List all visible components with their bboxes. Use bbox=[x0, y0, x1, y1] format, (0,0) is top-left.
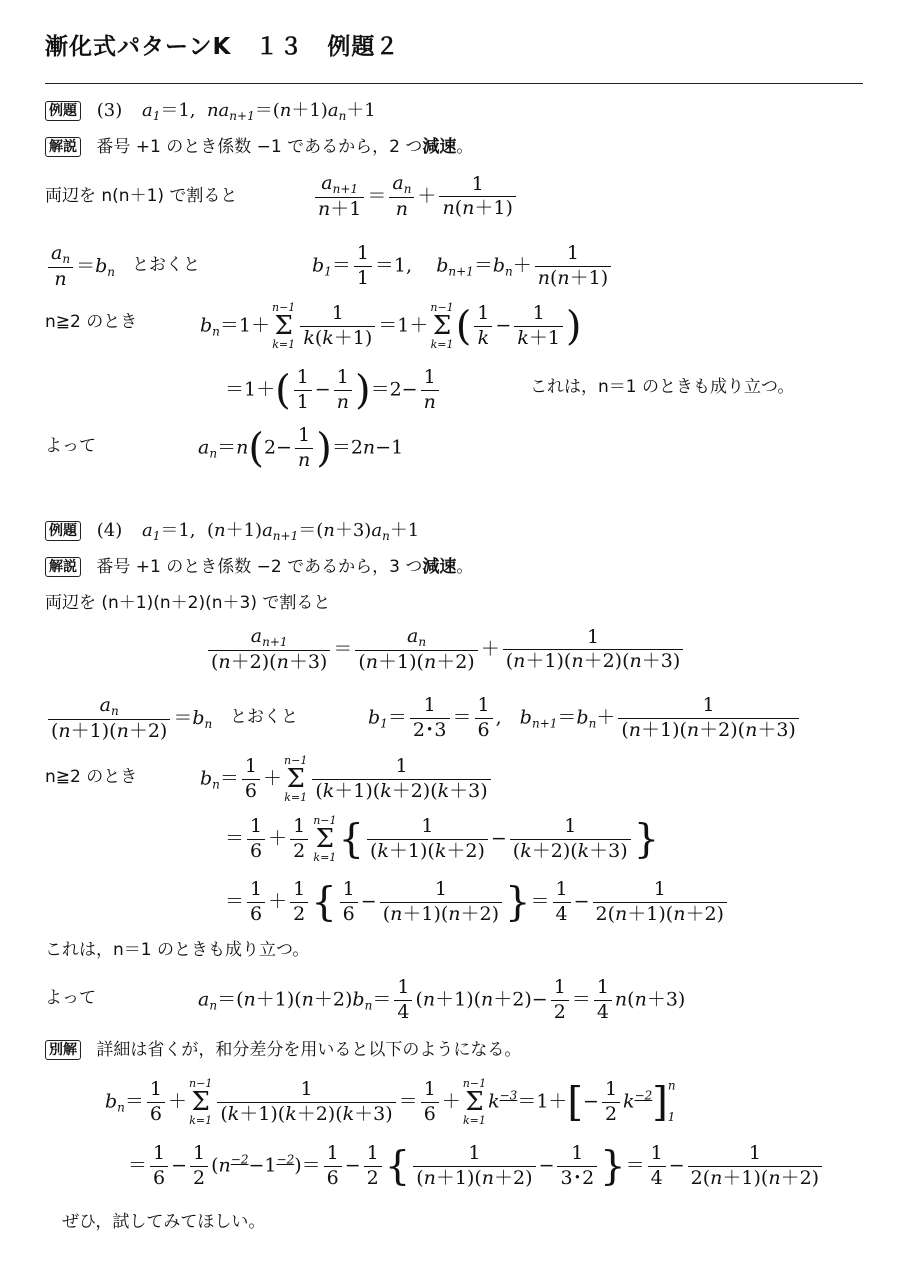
eq-4-divided: $\frac{a_{n+1}}{(n+2)(n+3)}$ ＝ $\frac{a_n}{(n+1)(n+2)}$ ＋ $\frac{1}{(n+1)(n+2)(n+3)}$ bbox=[205, 625, 686, 675]
holds-text-3: これは，n＝1 のときも成り立つ。 bbox=[530, 377, 795, 397]
example-tag: 例題 bbox=[45, 521, 81, 541]
alt-solution-intro bbox=[45, 1040, 521, 1060]
solution-keyword: 減速 bbox=[422, 557, 457, 577]
solution-text: 番号 +1 のとき係数 −1 であるから，2 つ bbox=[96, 137, 423, 157]
page-title: 漸化式パターンK １３ 例題２ bbox=[45, 34, 400, 60]
title-rule bbox=[45, 83, 863, 84]
solution-end: 。 bbox=[456, 137, 474, 157]
solution-tag: 解説 bbox=[45, 557, 81, 577]
eq-4-substitution: $\frac{a_n}{(n+1)(n+2)}$ $=b_n$ bbox=[45, 694, 212, 744]
yotte-text-4: よって bbox=[45, 988, 96, 1008]
alt-solution-text: 詳細は省くが，和分差分を用いると以下のようになる。 bbox=[96, 1040, 522, 1060]
eq-3-divided: $\frac{a_{n+1}}{n+1}$ ＝ $\frac{a_n}{n}$ ＋ $\frac{1}{n(n+1)}$ bbox=[312, 172, 519, 222]
problem-number: (4) bbox=[96, 520, 123, 541]
eq-3-answer: $a_n=n(2-$ $\frac{1}{n}$ )＝2n−1 bbox=[198, 424, 404, 472]
solution-text: 番号 +1 のとき係数 −2 であるから，3 つ bbox=[96, 557, 423, 577]
eq-alt-line1: $b_n=$ $\frac{1}{6}$ ＋ n−1 Σ k=1 $\frac{1}{(k+1)(k+2)(k+3)}$ ＝ $\frac{1}{6}$ ＋ n−1 Σ k=1 $k^{-3}=1+[-$ $\frac{1}{2}$ $k^{-2}]^n_1$ bbox=[105, 1077, 676, 1128]
closing-text: ぜひ，試してみてほしい。 bbox=[62, 1212, 266, 1232]
set-text-4: とおくと bbox=[230, 707, 298, 727]
eq-4-sum: $b_n=$ $\frac{1}{6}$ ＋ n−1 Σ k=1 $\frac{1}{(k+1)(k+2)(k+3)}$ bbox=[200, 755, 494, 804]
eq-3-recurrence: $b_1=$ $\frac{1}{1}$ ＝1, $b_{n+1}=b_n+$ $\frac{1}{n(n+1)}$ bbox=[312, 242, 614, 291]
solution-tag: 解説 bbox=[45, 137, 81, 157]
divide-text-4: 両辺を (n＋1)(n＋2)(n＋3) で割ると bbox=[45, 593, 331, 613]
eq-4-telescoped: ＝ $\frac{1}{6}$ ＋ $\frac{1}{2}$ { $\frac{1}{6}$ − $\frac{1}{(n+1)(n+2)}$ }＝ $\frac{1}{4}$ − $\frac{1}{2(n+1)(n+2)}$ bbox=[225, 878, 730, 927]
eq-4-partial: ＝ $\frac{1}{6}$ ＋ $\frac{1}{2}$ n−1 Σ k=1 { $\frac{1}{(k+1)(k+2)}$ − $\frac{1}{(k+2)(k+3)}$ } bbox=[225, 814, 660, 865]
solution-end: 。 bbox=[456, 557, 474, 577]
eq-4-recurrence: $b_1=$ $\frac{1}{2･3}$ ＝ $\frac{1}{6}$ , $b_{n+1}=b_n+$ $\frac{1}{(n+1)(n+2)(n+3)}$ bbox=[368, 694, 802, 743]
solution-3-intro bbox=[45, 137, 473, 157]
example-tag: 例題 bbox=[45, 101, 81, 121]
problem-3-statement: 例題 (3) $a_1=1$, $na_{n+1}=(n+1)a_n+1$ bbox=[45, 100, 376, 123]
solution-keyword: 減速 bbox=[422, 137, 457, 157]
solution-4-intro bbox=[45, 557, 473, 577]
yotte-text-3: よって bbox=[45, 436, 96, 456]
eq-4-answer: $a_n=(n+1)(n+2)b_n=$ $\frac{1}{4}$ (n＋1)(n＋2)− $\frac{1}{2}$ ＝ $\frac{1}{4}$ n(n＋3) bbox=[198, 976, 686, 1023]
problem-4-statement: 例題 (4) $a_1=1$, $(n+1)a_{n+1}=(n+3)a_n+1$ bbox=[45, 520, 419, 543]
eq-alt-line2: ＝ $\frac{1}{6}$ − $\frac{1}{2}$ $(n^{-2}-1^{-2})=$ $\frac{1}{6}$ − $\frac{1}{2}$ { $\frac{1}{(n+1)(n+2)}$ − $\frac{1}{3･2}$ }＝ $\frac{1}{4}$ − $\frac{1}{2(n+1)(n+2)}$ bbox=[128, 1142, 825, 1191]
set-text-3: とおくと bbox=[132, 255, 200, 275]
eq-3-substitution: $\frac{a_n}{n}$ $=b_n$ bbox=[45, 242, 115, 292]
problem-number: (3) bbox=[96, 100, 123, 121]
alt-solution-tag: 別解 bbox=[45, 1040, 81, 1060]
eq-3-sum: $b_n=1+$ n−1 Σ k=1 $\frac{1}{k(k+1)}$ ＝1＋ n−1 Σ k=1 ( $\frac{1}{k}$ − $\frac{1}{k+1}$ ) bbox=[200, 301, 582, 352]
when-text-3: n≧2 のとき bbox=[45, 312, 138, 332]
holds-text-4: これは，n＝1 のときも成り立つ。 bbox=[45, 940, 310, 960]
divide-text: 両辺を n(n＋1) で割ると bbox=[45, 186, 238, 206]
eq-3-telescoped: ＝1＋( $\frac{1}{1}$ − $\frac{1}{n}$ )＝2− $\frac{1}{n}$ bbox=[225, 366, 442, 415]
when-text-4: n≧2 のとき bbox=[45, 767, 138, 787]
